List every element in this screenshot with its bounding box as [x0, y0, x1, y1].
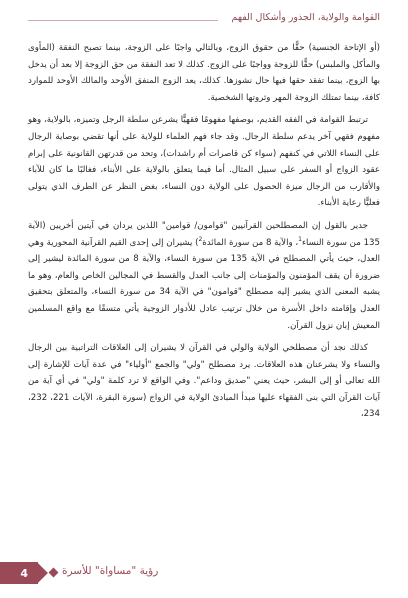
paragraph-3-text-mid: ، والآية 8 من سورة المائدة — [202, 237, 299, 248]
footnote-ref-1[interactable]: 1 — [298, 235, 302, 243]
paragraph-3-text-start: جدير بالقول إن المصطلحين القرآنيين "قوامون/ قوامين" اللذين يردان في آيتين أخريين (الآية 135 من سورة النساء — [28, 220, 380, 248]
header-rule — [28, 20, 218, 21]
paragraph-1: (أو الإتاحة الجنسية) حقًّا من حقوق الزوج، وبالتالي واجبًا على الزوجة، بينما تصبح النفقة (المأوى والمأكل والملبس) حقًّا للزوجة وواجبًا على الزوج. كذلك لا تعد النفقة من حق الزوجة إلا بعد أن يدخل بها الزوج، بينما تفقد حقها فيها حال نشوزها. كذلك، يعد الزوج المنفق الأوحد والمالك الأوحد للموارد كافة، بينما تمتلك الزوجة المهر وثروتها الشخصية. — [28, 43, 380, 103]
page-footer — [0, 562, 408, 584]
publication-title: رؤية "مساواة" للأسرة — [62, 565, 159, 577]
paragraph-3-text-end: ) يشيران إلى إحدى القيم القرآنية المحورية وهي العدل، حيث يأتي المصطلح في الآية 135 من سورة النساء، والآية 8 من سورة المائدة ليشير إلى ضرورة أن يقف المؤمنون والمؤمنات إلى جانب العدل والقسط في المجالين الخاص والعام، وهو ما يشبه المعنى الذي يشير إليه مصطلح "قوامون" في الآية 34 من سورة النساء، والمتعلق بتحقيق العدل وإقامته داخل الأسرة من خلال ترتيب عادل للأدوار الزوجية يأتي متسقًا مع واقع المسلمين المعيش إبان نزول القرآن. — [28, 237, 380, 331]
body-text — [28, 40, 380, 429]
page-number-badge — [0, 562, 38, 584]
paragraph-4: كذلك نجد أن مصطلحي الولاية والولي في القرآن لا يشيران إلى العلاقات التراتبية بين الرجال والنساء ولا يشرعنان هذه العلاقات. يرد مصطلح "ولي" والجمع "أولياء" في عدة آيات للإشارة إلى الله تعالى أو إلى البشر، حيث يعني "صديق وداعم". وفي الواقع لا ترد كلمة "ولي" في أي آية من آيات القرآن التي بنى الفقهاء عليها مبدأ المبادئ الولاية في الزواج (سورة البقرة، الآيات 221، 232، 234، — [28, 343, 381, 420]
footnote-ref-2[interactable]: 2 — [198, 235, 203, 243]
page-number: 4 — [20, 566, 28, 580]
diamond-icon — [49, 568, 59, 578]
paragraph-3 — [28, 218, 380, 334]
running-header-title: القوامة والولاية، الجذور وأشكال الفهم — [231, 12, 380, 23]
badge-notch — [28, 563, 48, 583]
paragraph-2: ترتبط القوامة في الفقه القديم، بوصفها مفهومًا فقهيًّا يشرعن سلطة الرجل وتميزه، بالولاية، وهو مفهوم فقهي آخر يدعم سلطة الرجال. وقد جاء فهم العلماء للولاية على أنها تقضي بوصاية الرجال على النساء اللاتي في كنفهم (سواء كن قاصرات أم راشدات)، وتحد من قدرتهن القانونية على إبرام عقود الزواج أو السفر على سبيل المثال. أما فيما يتعلق بالولاية على الأبناء، فغالبًا ما كان للآباء والأقارب من الرجال ميزة الحصول على الولاية دون النساء، بغض النظر عن الطرف الذي يتولى فعليًّا رعاية الأبناء. — [28, 115, 380, 209]
page-header — [0, 12, 408, 28]
